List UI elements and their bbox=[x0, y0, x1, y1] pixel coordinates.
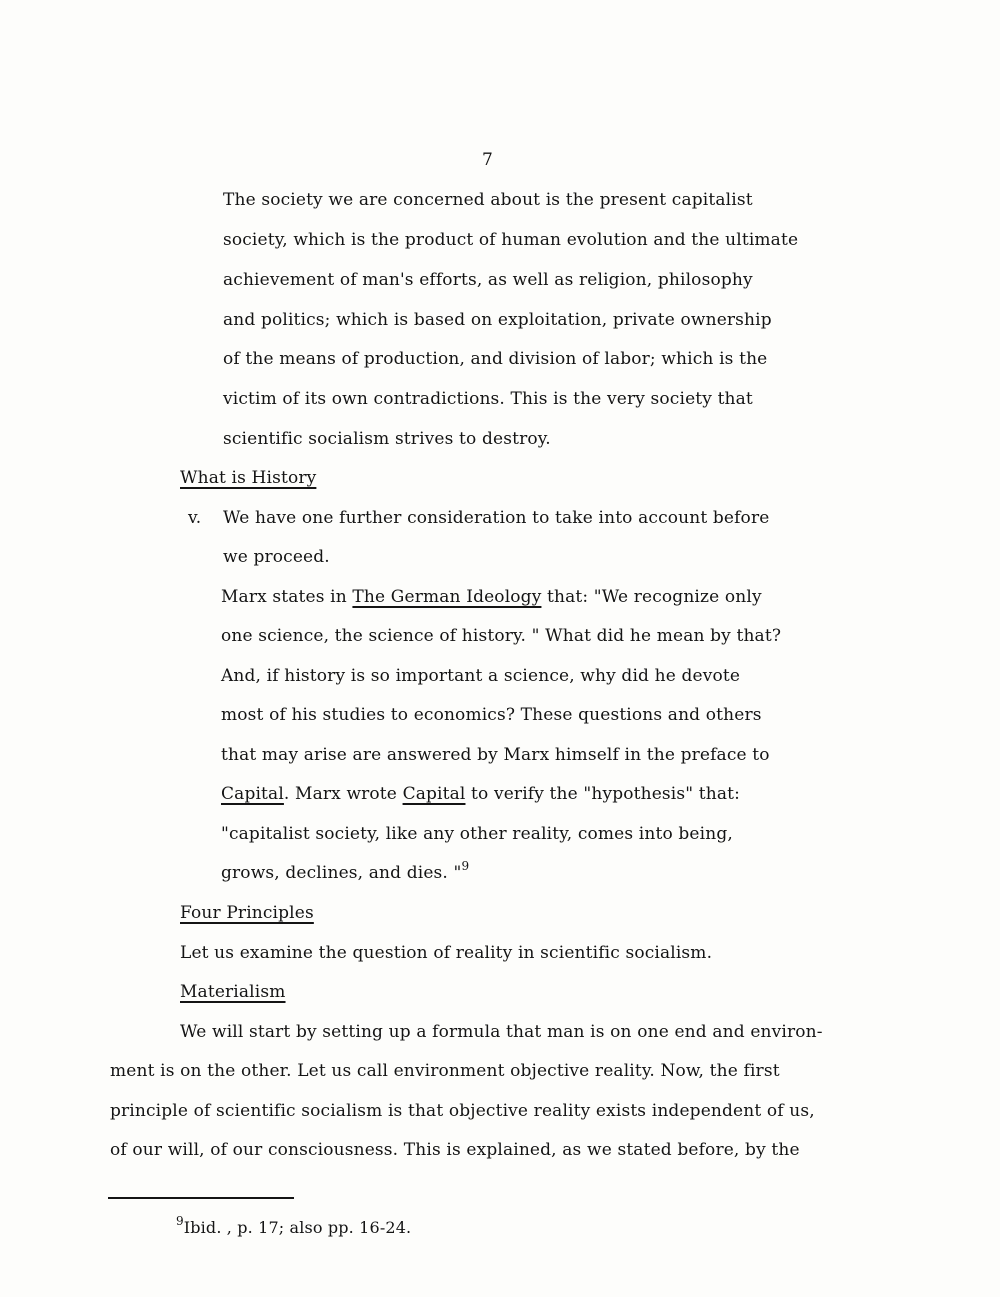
text-line: we proceed. bbox=[223, 547, 330, 567]
text-line: We will start by setting up a formula that man is on one end and environ- bbox=[180, 1022, 823, 1042]
text-line: that may arise are answered by Marx himself in the preface to bbox=[221, 745, 770, 765]
text-span: Marx states in bbox=[221, 587, 353, 607]
text-line: achievement of man's efforts, as well as religion, philosophy bbox=[223, 270, 753, 290]
book-title-capital: Capital bbox=[221, 784, 284, 804]
text-line: And, if history is so important a science, why did he devote bbox=[221, 666, 741, 686]
footnote-divider bbox=[108, 1197, 294, 1199]
text-line: of the means of production, and division of labor; which is the bbox=[223, 349, 768, 369]
text-line: The society we are concerned about is the present capitalist bbox=[223, 190, 753, 210]
text-line: society, which is the product of human evolution and the ultimate bbox=[223, 230, 799, 250]
section-heading-materialism: Materialism bbox=[180, 982, 286, 1002]
page-number: 7 bbox=[482, 150, 493, 170]
text-line: most of his studies to economics? These questions and others bbox=[221, 705, 762, 725]
text-line: victim of its own contradictions. This is the very society that bbox=[223, 389, 753, 409]
text-line: "capitalist society, like any other reality, comes into being, bbox=[221, 824, 733, 844]
footnote-text: Ibid. , p. 17; also pp. 16-24. bbox=[183, 1218, 412, 1237]
text-line bbox=[221, 861, 469, 886]
text-span: grows, declines, and dies. " bbox=[221, 863, 462, 883]
book-title-capital: Capital bbox=[402, 784, 466, 804]
text-span: . Marx wrote bbox=[283, 784, 403, 804]
text-line: scientific socialism strives to destroy. bbox=[223, 429, 551, 449]
text-line: one science, the science of history. " What did he mean by that? bbox=[221, 626, 782, 646]
text-line: of our will, of our consciousness. This is explained, as we stated before, by the bbox=[110, 1140, 800, 1160]
list-marker: v. bbox=[188, 508, 202, 528]
text-line: We have one further consideration to take into account before bbox=[223, 508, 770, 528]
text-span: that: "We recognize only bbox=[541, 587, 762, 607]
text-line: Let us examine the question of reality in scientific socialism. bbox=[180, 943, 713, 963]
section-heading-history: What is History bbox=[180, 468, 317, 488]
text-line: and politics; which is based on exploitation, private ownership bbox=[223, 310, 772, 330]
section-heading-principles: Four Principles bbox=[180, 903, 314, 923]
text-span: to verify the "hypothesis" that: bbox=[465, 784, 740, 804]
book-title-german-ideology: The German Ideology bbox=[352, 587, 542, 607]
footnote bbox=[176, 1216, 411, 1241]
text-line: principle of scientific socialism is that objective reality exists independent of us, bbox=[110, 1101, 815, 1121]
footnote-number: 9 bbox=[176, 1214, 184, 1228]
text-line: ment is on the other. Let us call environment objective reality. Now, the first bbox=[110, 1061, 780, 1081]
text-line bbox=[221, 782, 740, 806]
footnote-reference: 9 bbox=[461, 859, 470, 873]
text-line bbox=[221, 585, 762, 609]
